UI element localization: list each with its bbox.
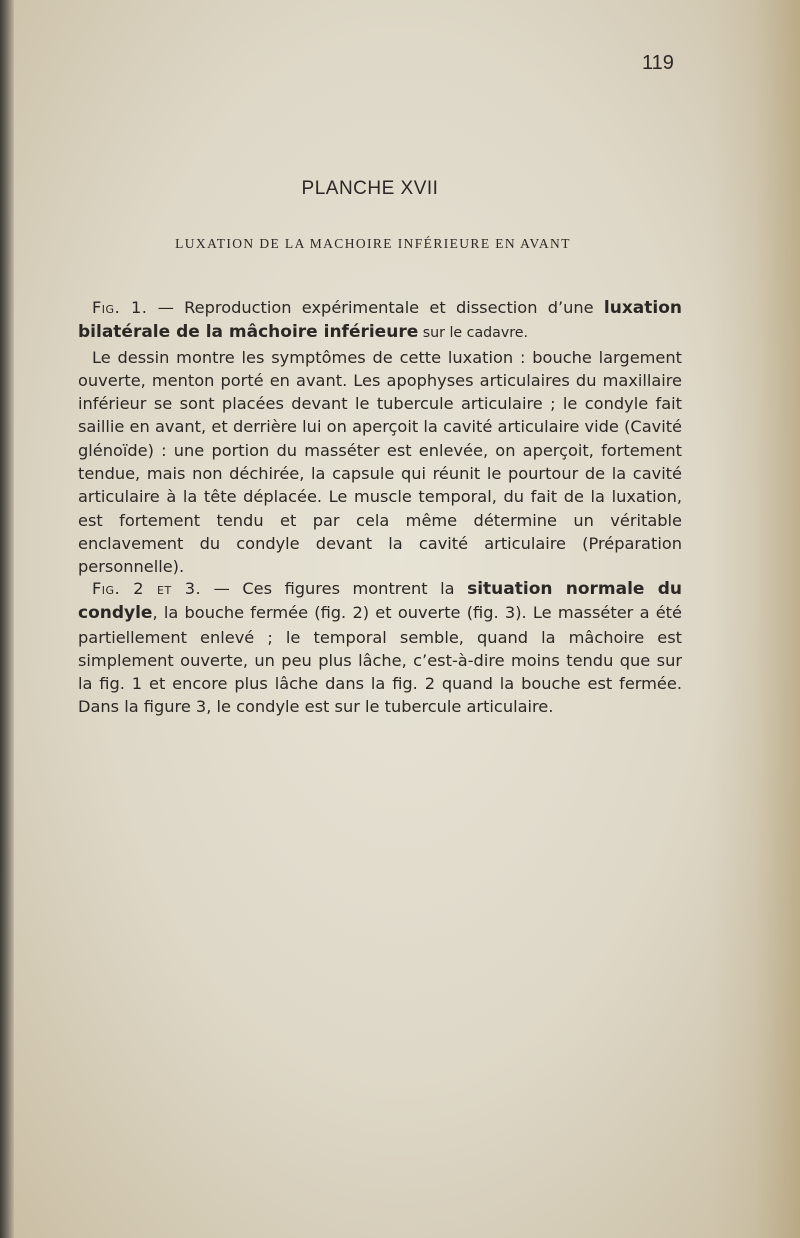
figure-1-body: Le dessin montre les symptômes de cette luxation : bouche largement ouverte, menton porté en avant. Les apophyses articulaires du maxillaire inférieur se sont placées devant le tubercule articulaire ; le condyle fait saillie en avant, et derrière lui on aperçoit la cavité articulaire vide (Cavité glénoïde) : une portion du masséter est enlevée, on aperçoit, fortement tendue, mais non déchirée, la capsule qui réunit le pourtour de la cavité articulaire à la tête déplacée. Le muscle temporal, du fait de la luxation, est fortement tendu et par cela même détermine un véritable enclavement du condyle devant la cavité articulaire (Préparation personnelle). <box>78 347 682 577</box>
figure-1-emphasis: luxation bilatérale de la mâchoire inférieure <box>78 298 682 343</box>
figure-1-after-emphasis: sur le cadavre. <box>418 325 529 342</box>
figure-1-intro: Reproduction expérimentale et dissection d’une <box>184 298 604 317</box>
plate-subtitle: LUXATION DE LA MACHOIRE INFÉRIEURE EN AVANT <box>175 236 571 251</box>
plate-title: PLANCHE XVII <box>301 178 439 199</box>
figure-2-3-dash: — <box>201 579 243 598</box>
figure-2-3-emphasis: situation normale du condyle <box>78 579 683 624</box>
figure-2-3-intro: Ces figures montrent la <box>242 579 468 598</box>
figure-1-caption <box>78 296 682 579</box>
figure-2-3-caption <box>78 577 682 719</box>
figure-1-dash: — <box>147 298 185 317</box>
figure-2-3-body: , la bouche fermée (fig. 2) et ouverte (fig. 3). Le masséter a été partiellement enlevé ; le temporal semble, quand la mâchoire est simplement ouverte, un peu plus lâche, c’est-à-dire moins tendu que sur la fig. 1 et encore plus lâche dans la fig. 2 quand la bouche est fermée. Dans la figure 3, le condyle est sur le tubercule articulaire. <box>78 603 682 717</box>
page-number: 119 <box>642 52 674 74</box>
figure-1-label: Fig. 1. <box>92 298 148 317</box>
figure-2-3-label: Fig. 2 et 3. <box>92 579 202 598</box>
